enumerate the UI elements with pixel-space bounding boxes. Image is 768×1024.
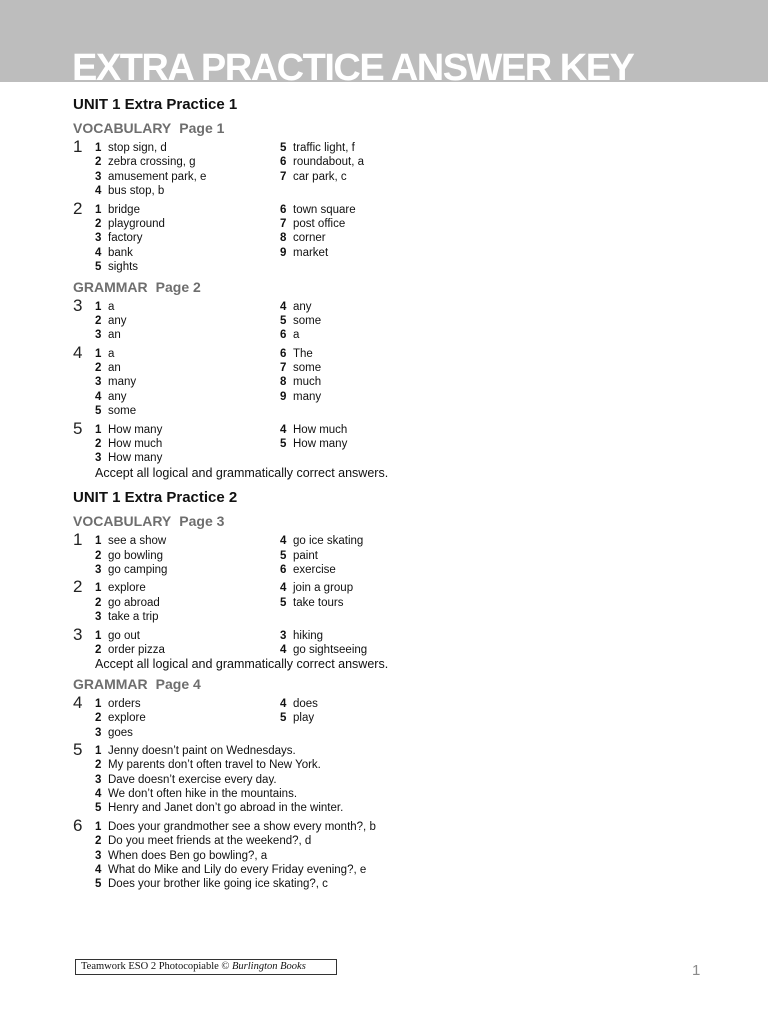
answer-text: How much	[108, 438, 163, 451]
answer-number: 2	[95, 835, 102, 848]
answer-column	[280, 534, 465, 577]
answer-number: 5	[280, 438, 287, 451]
answer-text: some	[293, 362, 322, 375]
answer-number: 3	[95, 563, 102, 576]
answer-number: 9	[280, 246, 287, 259]
answer-text: corner	[293, 232, 326, 245]
answer-text: any	[293, 300, 312, 313]
answer-number: 3	[95, 611, 102, 624]
section-heading	[73, 513, 733, 530]
exercise-number: 3	[73, 624, 83, 644]
section-heading	[73, 279, 733, 296]
answer-item	[95, 610, 280, 624]
answer-text: We don’t often hike in the mountains.	[108, 788, 298, 801]
answer-text: a	[293, 329, 300, 342]
answer-text: some	[108, 405, 137, 418]
answer-number: 1	[95, 300, 102, 313]
answer-item	[95, 141, 280, 155]
answer-number: 6	[280, 329, 287, 342]
answer-item	[95, 155, 280, 169]
answer-item	[95, 744, 555, 758]
answer-text: Do you meet friends at the weekend?, d	[108, 835, 312, 848]
answer-text: How many	[293, 438, 348, 451]
answer-item	[95, 328, 280, 342]
answer-number: 4	[280, 643, 287, 656]
answer-number: 3	[95, 849, 102, 862]
answer-item	[95, 849, 555, 863]
answer-number: 4	[95, 246, 102, 259]
answer-text: Does your grandmother see a show every month?, b	[108, 820, 376, 833]
answer-text: amusement park, e	[108, 170, 207, 183]
page-title: EXTRA PRACTICE ANSWER KEY	[72, 47, 634, 89]
answer-text: Dave doesn’t exercise every day.	[108, 773, 277, 786]
answer-number: 6	[280, 347, 287, 360]
exercise	[73, 137, 733, 199]
answer-item	[95, 314, 280, 328]
answer-text: an	[108, 362, 121, 375]
answer-text: roundabout, a	[293, 156, 364, 169]
section-title: GRAMMAR	[73, 278, 148, 295]
answer-item	[280, 423, 465, 437]
answer-column	[280, 141, 465, 199]
exercise-answers	[95, 203, 733, 275]
exercise	[73, 418, 733, 481]
answer-text: some	[293, 314, 322, 327]
answer-text: bank	[108, 246, 133, 259]
answer-item	[95, 375, 280, 389]
answer-number: 5	[95, 878, 102, 891]
answer-column	[95, 744, 555, 816]
answer-item	[95, 643, 280, 657]
answer-item	[95, 404, 280, 418]
exercise-answers	[95, 300, 733, 343]
exercise-number: 4	[73, 342, 83, 362]
answer-text: order pizza	[108, 643, 165, 656]
exercise-number: 4	[73, 692, 83, 712]
answer-item	[95, 697, 280, 711]
answer-text: playground	[108, 217, 165, 230]
section-title: GRAMMAR	[73, 675, 148, 692]
answer-column	[280, 423, 465, 466]
answer-number: 3	[95, 773, 102, 786]
answer-text: go abroad	[108, 596, 160, 609]
answer-column	[280, 629, 465, 658]
answer-text: What do Mike and Lily do every Friday evening?, e	[108, 864, 367, 877]
answer-text: car park, c	[293, 170, 347, 183]
answer-number: 1	[95, 744, 102, 757]
section-title: VOCABULARY	[73, 513, 172, 530]
answer-column	[95, 581, 280, 624]
answer-text: an	[108, 329, 121, 342]
answer-number: 4	[95, 390, 102, 403]
answer-number: 7	[280, 217, 287, 230]
answer-number: 3	[95, 452, 102, 465]
answer-item	[280, 563, 465, 577]
answer-text: many	[293, 390, 322, 403]
answer-text: Henry and Janet don’t go abroad in the winter.	[108, 802, 344, 815]
answer-column	[95, 820, 555, 892]
answer-item	[95, 758, 555, 772]
answer-item	[95, 300, 280, 314]
answer-number: 6	[280, 203, 287, 216]
answer-item	[95, 423, 280, 437]
answer-item	[95, 773, 555, 787]
answer-item	[95, 801, 555, 815]
answer-number: 5	[95, 802, 102, 815]
answer-item	[95, 726, 280, 740]
answer-item	[280, 328, 465, 342]
answer-note: Accept all logical and grammatically correct answers.	[95, 465, 389, 480]
answer-number: 5	[95, 405, 102, 418]
answer-number: 5	[95, 261, 102, 274]
answer-item	[280, 629, 465, 643]
exercise	[73, 624, 733, 672]
exercise-answers	[95, 581, 733, 624]
answer-text: see a show	[108, 535, 167, 548]
answer-text: go camping	[108, 563, 168, 576]
answer-number: 1	[95, 423, 102, 436]
section-page-ref: Page 1	[179, 120, 225, 136]
answer-item	[95, 820, 555, 834]
exercise-answers	[95, 820, 733, 892]
answer-number: 4	[95, 788, 102, 801]
exercise-number: 2	[73, 198, 83, 218]
answer-text: How many	[108, 452, 163, 465]
answer-item	[280, 231, 465, 245]
answer-number: 3	[95, 170, 102, 183]
answer-text: exercise	[293, 563, 336, 576]
answer-item	[95, 347, 280, 361]
answer-item	[280, 697, 465, 711]
answer-item	[280, 581, 465, 595]
section-page-ref: Page 2	[155, 278, 201, 295]
answer-item	[95, 203, 280, 217]
answer-item	[95, 451, 280, 465]
exercise	[73, 577, 733, 624]
answer-column	[95, 423, 280, 466]
answer-item	[95, 863, 555, 877]
exercise	[73, 342, 733, 419]
answer-item	[280, 300, 465, 314]
answer-number: 4	[280, 697, 287, 710]
answer-item	[95, 260, 280, 274]
answer-item	[95, 787, 555, 801]
answer-number: 1	[95, 582, 102, 595]
answer-text: goes	[108, 726, 133, 739]
answer-item	[95, 231, 280, 245]
answer-text: market	[293, 246, 329, 259]
exercise-number: 5	[73, 418, 83, 438]
answer-item	[95, 534, 280, 548]
answer-item	[95, 629, 280, 643]
footer-brand: Burlington Books	[232, 961, 306, 972]
answer-number: 4	[95, 864, 102, 877]
answer-number: 2	[95, 217, 102, 230]
answer-column	[95, 697, 280, 740]
answer-number: 1	[95, 697, 102, 710]
answer-number: 3	[280, 629, 287, 642]
unit-heading: UNIT 1 Extra Practice 2	[73, 489, 238, 507]
answer-column	[95, 203, 280, 275]
exercise-answers	[95, 423, 733, 466]
answer-number: 7	[280, 170, 287, 183]
answer-text: a	[108, 347, 115, 360]
answer-text: go out	[108, 629, 140, 642]
answer-item	[95, 563, 280, 577]
section-heading	[73, 676, 733, 693]
answer-item	[95, 549, 280, 563]
answer-column	[95, 141, 280, 199]
answer-item	[280, 437, 465, 451]
answer-text: post office	[293, 217, 346, 230]
answer-item	[280, 375, 465, 389]
answer-item	[280, 534, 465, 548]
answer-number: 1	[95, 535, 102, 548]
answer-text: join a group	[293, 582, 354, 595]
answer-item	[95, 581, 280, 595]
answer-text: go ice skating	[293, 535, 364, 548]
answer-text: explore	[108, 712, 146, 725]
answer-text: take a trip	[108, 611, 159, 624]
answer-column	[95, 629, 280, 658]
answer-text: My parents don’t often travel to New York.	[108, 759, 321, 772]
answer-item	[280, 170, 465, 184]
answer-text: a	[108, 300, 115, 313]
answer-number: 5	[280, 314, 287, 327]
exercise-number: 1	[73, 530, 83, 550]
answer-text: any	[108, 390, 127, 403]
answer-item	[280, 596, 465, 610]
answer-text: When does Ben go bowling?, a	[108, 849, 268, 862]
answer-text: stop sign, d	[108, 142, 167, 154]
answer-number: 4	[280, 535, 287, 548]
answer-text: sights	[108, 261, 139, 274]
answer-text: traffic light, f	[293, 142, 355, 154]
answer-number: 1	[95, 142, 102, 154]
answer-text: factory	[108, 232, 143, 245]
answer-number: 3	[95, 329, 102, 342]
answer-text: bridge	[108, 203, 140, 216]
exercise-number: 5	[73, 739, 83, 759]
answer-number: 3	[95, 376, 102, 389]
answer-item	[280, 390, 465, 404]
answer-column	[95, 300, 280, 343]
exercise	[73, 198, 733, 275]
exercise-answers	[95, 141, 733, 199]
answer-text: many	[108, 376, 137, 389]
answer-item	[280, 549, 465, 563]
exercise-answers	[95, 347, 733, 419]
answer-number: 3	[95, 232, 102, 245]
answer-item	[95, 711, 280, 725]
section-page-ref: Page 3	[179, 513, 225, 530]
answer-item	[95, 437, 280, 451]
answer-text: take tours	[293, 596, 344, 609]
answer-item	[280, 203, 465, 217]
answer-number: 2	[95, 712, 102, 725]
answer-number: 4	[280, 423, 287, 436]
answer-number: 2	[95, 314, 102, 327]
answer-number: 3	[95, 726, 102, 739]
answer-item	[95, 217, 280, 231]
answer-number: 2	[95, 156, 102, 169]
answer-item	[95, 834, 555, 848]
answer-number: 5	[280, 549, 287, 562]
answer-text: Does your brother like going ice skating?, c	[108, 878, 328, 891]
answer-column	[280, 203, 465, 275]
answer-number: 8	[280, 376, 287, 389]
answer-number: 4	[280, 300, 287, 313]
answer-text: go bowling	[108, 549, 163, 562]
answer-text: zebra crossing, g	[108, 156, 196, 169]
answer-text: Jenny doesn’t paint on Wednesdays.	[108, 744, 296, 757]
answer-column	[280, 697, 465, 740]
answer-number: 9	[280, 390, 287, 403]
answer-item	[95, 596, 280, 610]
answer-item	[95, 246, 280, 260]
unit-heading: UNIT 1 Extra Practice 1	[73, 96, 238, 113]
answer-item	[95, 390, 280, 404]
answer-item	[95, 361, 280, 375]
answer-text: explore	[108, 582, 146, 595]
answer-note: Accept all logical and grammatically correct answers.	[95, 657, 389, 672]
answer-text: How much	[293, 423, 348, 436]
exercise	[73, 815, 733, 892]
answer-text: play	[293, 712, 315, 725]
answer-column	[95, 534, 280, 577]
exercise-number: 6	[73, 815, 83, 835]
page-number: 1	[692, 962, 701, 979]
answer-item	[280, 155, 465, 169]
answer-number: 5	[280, 712, 287, 725]
exercise-answers	[95, 697, 733, 740]
exercise-number: 1	[73, 137, 83, 156]
answer-number: 7	[280, 362, 287, 375]
exercise	[73, 530, 733, 577]
answer-text: paint	[293, 549, 318, 562]
section-title: VOCABULARY	[73, 120, 172, 136]
answer-column	[280, 581, 465, 624]
answer-item	[95, 184, 280, 198]
answer-text: much	[293, 376, 322, 389]
footer-text: Teamwork ESO 2 Photocopiable ©	[81, 961, 233, 972]
exercise	[73, 295, 733, 343]
answer-text: does	[293, 697, 318, 710]
answer-number: 2	[95, 362, 102, 375]
answer-text: orders	[108, 697, 141, 710]
answer-item	[280, 347, 465, 361]
answer-number: 5	[280, 596, 287, 609]
answer-number: 2	[95, 643, 102, 656]
footer-copyright	[75, 959, 337, 975]
answer-item	[95, 877, 555, 891]
exercise	[73, 739, 733, 816]
exercise	[73, 692, 733, 740]
answer-number: 6	[280, 563, 287, 576]
answer-item	[280, 141, 465, 155]
exercise-number: 2	[73, 577, 83, 597]
answer-number: 5	[280, 142, 287, 154]
answer-column	[280, 300, 465, 343]
answer-item	[280, 361, 465, 375]
answer-number: 1	[95, 629, 102, 642]
answer-item	[280, 314, 465, 328]
exercise-answers	[95, 744, 733, 816]
exercise-answers	[95, 534, 733, 577]
answer-text: bus stop, b	[108, 185, 165, 198]
exercise-number: 3	[73, 295, 83, 315]
answer-number: 4	[280, 582, 287, 595]
answer-number: 8	[280, 232, 287, 245]
answer-text: go sightseeing	[293, 643, 368, 656]
answer-text: hiking	[293, 629, 324, 642]
answer-text: The	[293, 347, 313, 360]
exercise-answers	[95, 629, 733, 658]
answer-item	[280, 711, 465, 725]
answer-number: 1	[95, 203, 102, 216]
answer-number: 2	[95, 549, 102, 562]
answer-text: How many	[108, 423, 163, 436]
answer-column	[280, 347, 465, 419]
answer-text: any	[108, 314, 127, 327]
section-heading	[73, 120, 733, 137]
answer-number: 2	[95, 438, 102, 451]
answer-column	[95, 347, 280, 419]
answer-number: 2	[95, 759, 102, 772]
answer-number: 4	[95, 185, 102, 198]
section-page-ref: Page 4	[155, 675, 201, 692]
answer-item	[95, 170, 280, 184]
answer-number: 1	[95, 347, 102, 360]
answer-item	[280, 246, 465, 260]
answer-number: 1	[95, 820, 102, 833]
answer-key-content	[73, 96, 733, 896]
answer-number: 2	[95, 596, 102, 609]
answer-text: town square	[293, 203, 356, 216]
answer-number: 6	[280, 156, 287, 169]
answer-item	[280, 217, 465, 231]
answer-item	[280, 643, 465, 657]
